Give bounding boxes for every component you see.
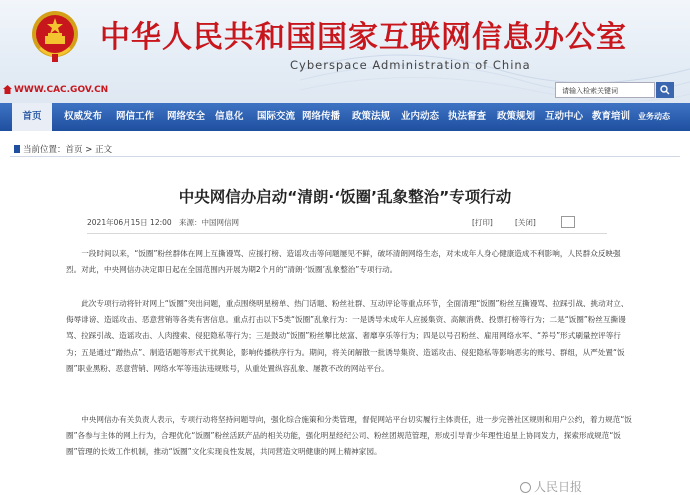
nav-item[interactable]: 网络传播	[302, 111, 341, 122]
paragraph-text: 一段时间以来，“饭圈”粉丝群体在网上互撕谩骂、应援打榜、造谣攻击等问题屡见不鲜，破坏清朗网络生态，对未成年人身心健康造成不利影响，人民群众反映强烈。对此，中央网信办决定即日起在全国范围内开展为期2个月的“清朗·‘饭圈’乱象整治”专项行动。	[66, 249, 621, 275]
article-paragraph	[66, 246, 632, 278]
search-icon	[660, 85, 670, 95]
article-paragraph	[66, 412, 632, 461]
nav-item[interactable]: 业务动态	[638, 112, 670, 121]
national-emblem-icon	[30, 8, 80, 64]
nav-item[interactable]: 业内动态	[401, 111, 440, 122]
article-paragraph	[66, 296, 632, 377]
site-url[interactable]: WWW.CAC.GOV.CN	[14, 85, 109, 95]
divider	[87, 233, 607, 234]
article-meta	[87, 217, 607, 231]
main-nav	[0, 103, 690, 131]
site-header	[0, 0, 690, 103]
article-title: 中央网信办启动“清朗·‘饭圈’乱象整治”专项行动	[178, 188, 512, 206]
nav-item[interactable]: 信息化	[215, 111, 244, 122]
divider	[10, 156, 680, 157]
nav-item[interactable]: 网络安全	[167, 111, 206, 122]
nav-item[interactable]: 政策规划	[497, 111, 536, 122]
home-icon	[3, 85, 12, 94]
nav-item[interactable]: 执法督查	[448, 111, 487, 122]
site-subtitle: Cyberspace Administration of China	[290, 58, 531, 72]
breadcrumb-current: 正文	[95, 145, 113, 155]
search-input[interactable]: 请输入检索关键词	[555, 82, 655, 98]
watermark: 人民日报	[520, 478, 582, 495]
article-date: 2021年06月15日 12:00	[87, 218, 172, 227]
nav-item[interactable]: 互动中心	[545, 111, 584, 122]
location-icon	[14, 145, 20, 153]
site-title: 中华人民共和国国家互联网信息办公室	[100, 20, 627, 55]
nav-item[interactable]: 教育培训	[592, 111, 631, 122]
paragraph-text: 此次专项行动将针对网上“饭圈”突出问题，重点围绕明星榜单、热门话题、粉丝社群、互动评论等重点环节，全面清理“饭圈”粉丝互撕谩骂、拉踩引战、挑动对立、侮辱诽谤、造谣攻击、恶意营销等各类有害信息。重点打击以下5类“饭圈”乱象行为：一是诱导未成年人应援集资、高额消费、投票打榜等行为；二是“饭圈”粉丝互撕谩骂、拉踩引战、造谣攻击、人肉搜索、侵犯隐私等行为；三是鼓动“饭圈”粉丝攀比炫富、奢靡享乐等行为；四是以号召粉丝、雇用网络水军、“养号”形式刷量控评等行为；五是通过“蹭热点”、制造话题等形式干扰舆论，影响传播秩序行为。期间，将关闭解散一批诱导集资、造谣攻击、侵犯隐私等影响恶劣的账号、群组，从严处置“饭圈”职业黑粉、恶意营销、网络水军等违法违规账号，从重处置纵容乱象、屡教不改的网站平台。	[66, 299, 629, 373]
close-link[interactable]: [关闭]	[515, 218, 536, 227]
article-source: 来源：中国网信网	[179, 218, 239, 227]
paragraph-text: 中央网信办有关负责人表示，专项行动将坚持问题导向，强化综合施策和分类管理，督促网站平台切实履行主体责任，进一步完善社区规则和用户公约，着力规范“饭圈”各参与主体的网上行为，合理优化“饭圈”粉丝活跃产品的相关功能，强化明星经纪公司、粉丝团规范管理，形成引导青少年理性追星上协同发力，探索形成规范“饭圈”管理的长效工作机制，推动“饭圈”文化实现良性发展，共同营造文明健康的网上精神家园。	[66, 415, 632, 457]
breadcrumb-prefix: 当前位置：	[23, 145, 66, 155]
nav-item[interactable]: 国际交流	[257, 111, 296, 122]
nav-item[interactable]: 网信工作	[116, 111, 155, 122]
print-link[interactable]: [打印]	[472, 218, 493, 227]
search-button[interactable]	[656, 82, 674, 98]
nav-item[interactable]: 权威发布	[64, 111, 103, 122]
breadcrumb-separator: >	[82, 145, 96, 155]
nav-item-home[interactable]: 首页	[12, 103, 52, 131]
nav-item[interactable]: 政策法规	[352, 111, 391, 122]
breadcrumb-home-link[interactable]: 首页	[65, 145, 83, 155]
weibo-icon	[520, 482, 531, 493]
breadcrumb	[14, 143, 112, 155]
